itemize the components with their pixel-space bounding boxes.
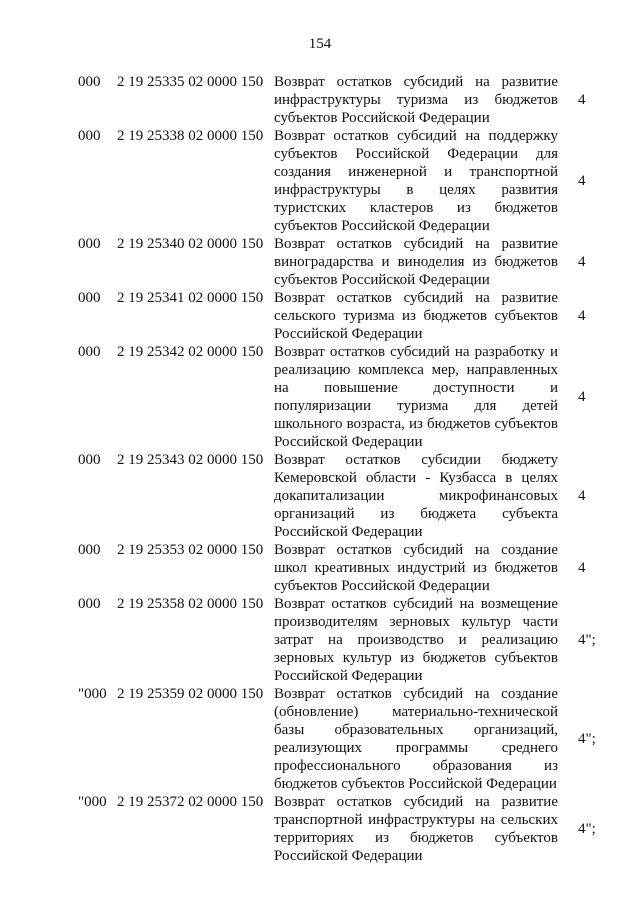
revenue-name: Возврат остатков субсидии бюджету Кемеровской области - Кузбасса в целях докапитализации микрофинансовых организаций из бюджета субъекта Российской Федерации <box>274 452 558 540</box>
revenue-name: Возврат остатков субсидий на развитие транспортной инфраструктуры на сельских территориях из бюджетов субъектов Российской Федерации <box>274 794 558 864</box>
budget-classification-code: 2 19 25338 02 0000 150 <box>117 128 264 144</box>
budget-code-table <box>0 73 640 865</box>
admin-code: "000 <box>78 686 107 702</box>
admin-code: 000 <box>78 452 101 468</box>
table-row <box>0 451 640 541</box>
revenue-name: Возврат остатков субсидий на разработку и реализацию комплекса мер, направленных на повышение доступности и популяризации туризма для детей школьного возраста, из бюджетов субъектов Российской Федерации <box>274 344 558 450</box>
standard-value: 4 <box>578 254 586 270</box>
budget-classification-code: 2 19 25359 02 0000 150 <box>117 686 264 702</box>
standard-value: 4"; <box>578 731 596 747</box>
standard-value: 4 <box>578 173 586 189</box>
budget-classification-code: 2 19 25353 02 0000 150 <box>117 542 264 558</box>
admin-code: "000 <box>78 794 107 810</box>
admin-code: 000 <box>78 128 101 144</box>
page-number: 154 <box>308 36 332 52</box>
revenue-name: Возврат остатков субсидий на возмещение производителям зерновых культур части затрат на производство и реализацию зерновых культур из бюджетов субъектов Российской Федерации <box>274 596 558 684</box>
revenue-name: Возврат остатков субсидий на поддержку субъектов Российской Федерации для создания инженерной и транспортной инфраструктуры в целях развития туристских кластеров из бюджетов субъектов Российской Федерации <box>274 128 558 234</box>
standard-value: 4 <box>578 560 586 576</box>
admin-code: 000 <box>78 344 101 360</box>
standard-value: 4 <box>578 389 586 405</box>
table-row <box>0 289 640 343</box>
table-row <box>0 343 640 451</box>
revenue-name: Возврат остатков субсидий на создание школ креативных индустрий из бюджетов субъектов Российской Федерации <box>274 542 558 594</box>
budget-classification-code: 2 19 25358 02 0000 150 <box>117 596 264 612</box>
budget-classification-code: 2 19 25340 02 0000 150 <box>117 236 264 252</box>
admin-code: 000 <box>78 236 101 252</box>
table-row <box>0 127 640 235</box>
budget-classification-code: 2 19 25335 02 0000 150 <box>117 74 264 90</box>
table-row <box>0 541 640 595</box>
revenue-name: Возврат остатков субсидий на развитие виноградарства и виноделия из бюджетов субъектов Российской Федерации <box>274 236 558 288</box>
table-row <box>0 685 640 793</box>
admin-code: 000 <box>78 74 101 90</box>
standard-value: 4"; <box>578 821 596 837</box>
revenue-name: Возврат остатков субсидий на развитие сельского туризма из бюджетов субъектов Российской Федерации <box>274 290 558 342</box>
standard-value: 4 <box>578 92 586 108</box>
table-row <box>0 73 640 127</box>
budget-classification-code: 2 19 25343 02 0000 150 <box>117 452 264 468</box>
table-row <box>0 793 640 865</box>
admin-code: 000 <box>78 596 101 612</box>
revenue-name: Возврат остатков субсидий на развитие инфраструктуры туризма из бюджетов субъектов Российской Федерации <box>274 74 558 126</box>
table-row <box>0 235 640 289</box>
standard-value: 4 <box>578 488 586 504</box>
budget-classification-code: 2 19 25341 02 0000 150 <box>117 290 264 306</box>
admin-code: 000 <box>78 290 101 306</box>
revenue-name: Возврат остатков субсидий на создание (обновление) материально-технической базы образовательных организаций, реализующих программы среднего профессионального образования из бюджетов субъектов Российской Федерации <box>274 686 558 792</box>
budget-classification-code: 2 19 25372 02 0000 150 <box>117 794 264 810</box>
budget-classification-code: 2 19 25342 02 0000 150 <box>117 344 264 360</box>
standard-value: 4"; <box>578 632 596 648</box>
admin-code: 000 <box>78 542 101 558</box>
standard-value: 4 <box>578 308 586 324</box>
table-row <box>0 595 640 685</box>
